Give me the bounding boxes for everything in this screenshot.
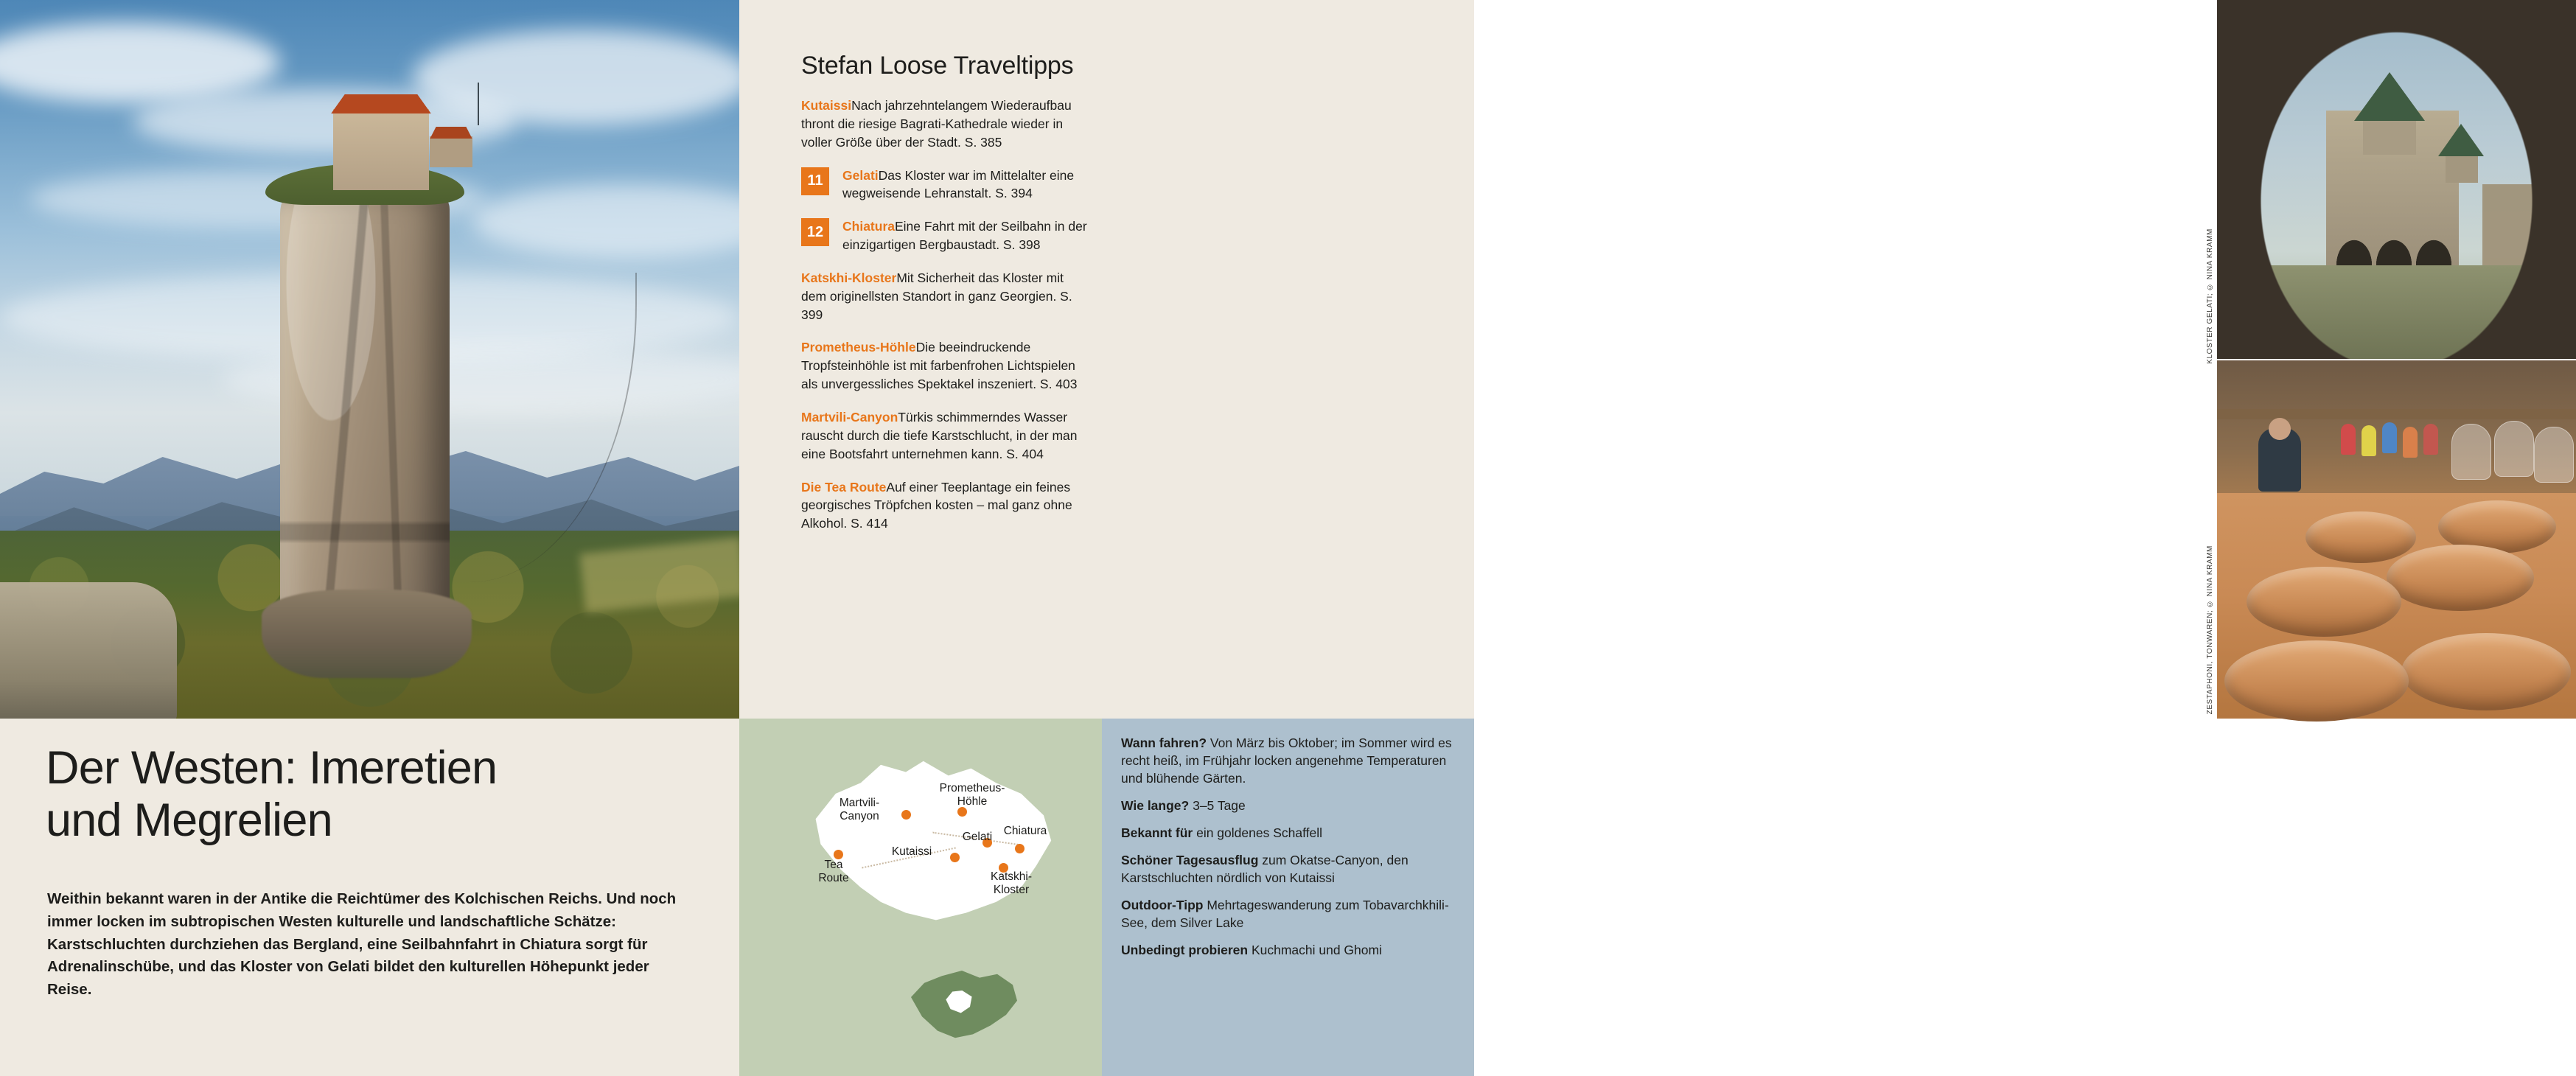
map-label-line-2: Kloster xyxy=(993,883,1030,896)
fact-text: Mehrtageswanderung zum Tobavarchkhili-See, dem Silver Lake xyxy=(1121,897,1449,930)
tip-name: Katskhi-Kloster xyxy=(801,270,897,285)
page-title-line-1: Der Westen: Imeretien xyxy=(46,742,498,794)
map-label-katskhi-kloster xyxy=(971,870,1052,897)
fact-text: zum Okatse-Canyon, den Karstschluchten nördlich von Kutaissi xyxy=(1121,852,1409,885)
fact-item xyxy=(1121,825,1460,842)
tip-name: Gelati xyxy=(842,167,879,183)
clay-pot xyxy=(2401,633,2571,710)
tip-number-badge: 12 xyxy=(801,218,829,246)
tip-text: Auf einer Teeplantage ein feines georgisches Tröpfchen kosten – mal ganz ohne Alkohol. S. 414 xyxy=(801,479,1072,531)
map-dot-chiatura[interactable] xyxy=(1015,844,1025,853)
tip-text: Die beeindruckende Tropfsteinhöhle ist mit farbenfrohen Lichtspielen als unvergessliches Spektakel inszeniert. S. 403 xyxy=(801,340,1078,392)
map-label-line-1: Martvili- xyxy=(839,797,880,809)
fact-label: Wie lange? xyxy=(1121,797,1190,813)
doll xyxy=(2382,422,2397,453)
map-dot-prometheus-hoehle[interactable] xyxy=(957,807,967,817)
cliff xyxy=(0,582,177,722)
fact-label: Bekannt für xyxy=(1121,825,1193,840)
page-title-line-2: und Megrelien xyxy=(46,794,332,846)
map-label-line-1: Gelati xyxy=(962,831,993,843)
map-label-tea-route xyxy=(801,859,866,885)
cloud xyxy=(472,184,781,258)
packaged-goods xyxy=(2494,421,2534,477)
tip-name: Prometheus-Höhle xyxy=(801,340,916,355)
clay-pot xyxy=(2387,545,2534,611)
monastery-outbuilding xyxy=(430,136,472,167)
fact-item xyxy=(1121,897,1460,932)
tip-item xyxy=(801,167,1089,203)
fact-label: Unbedingt probieren xyxy=(1121,942,1249,957)
region-map xyxy=(739,719,1102,1076)
fact-text: 3–5 Tage xyxy=(1189,797,1246,813)
right-photo-column xyxy=(1102,0,2214,719)
photo-gelati-monastery xyxy=(2217,0,2576,359)
fact-label: Schöner Tagesausflug xyxy=(1121,852,1259,867)
map-label-prometheus-hoehle xyxy=(921,782,1024,808)
clay-pot xyxy=(2306,511,2416,563)
foreground-stone-arch xyxy=(2217,0,2576,359)
map-label-line-2: Höhle xyxy=(957,794,988,808)
photo-pottery-market xyxy=(2217,360,2576,719)
tip-item xyxy=(801,408,1089,464)
doll xyxy=(2403,427,2418,458)
map-label-line-1: Prometheus- xyxy=(939,782,1005,794)
tip-name: Die Tea Route xyxy=(801,479,887,495)
tip-text: Eine Fahrt mit der Seilbahn in der einzigartigen Bergbaustadt. S. 398 xyxy=(842,219,1087,253)
vendor-head xyxy=(2269,418,2291,440)
map-label-martvili-canyon xyxy=(819,797,900,823)
traveltipps-title: Stefan Loose Traveltipps xyxy=(801,52,1074,80)
tip-name: Chiatura xyxy=(842,219,895,234)
monastery-church xyxy=(333,109,429,190)
map-dot-kutaissi[interactable] xyxy=(950,853,960,862)
fact-text: Kuchmachi und Ghomi xyxy=(1248,942,1382,957)
packaged-goods xyxy=(2451,424,2491,480)
shelf xyxy=(2217,409,2576,419)
map-label-kutaissi xyxy=(876,845,947,859)
doll xyxy=(2341,424,2356,455)
packaged-goods xyxy=(2534,427,2574,483)
map-label-line-2: Route xyxy=(818,871,849,884)
map-label-line-1: Katskhi- xyxy=(991,870,1032,883)
facts-panel xyxy=(1102,719,1474,1076)
chapter-title-block xyxy=(0,719,739,1076)
map-label-line-1: Tea xyxy=(824,859,843,871)
bottom-row xyxy=(0,719,1474,1076)
map-label-chiatura xyxy=(990,825,1061,838)
fact-text: ein goldenes Schaffell xyxy=(1193,825,1323,840)
tip-name: Kutaissi xyxy=(801,98,852,113)
intro-paragraph: Weithin bekannt waren in der Antike die Reichtümer des Kolchischen Reichs. Und noch immer locken im subtropischen Westen kulturelle und landschaftliche Schätze: Karstschluchten durchziehen das Bergland, eine Seilbahnfahrt in Chiatura sorgt für Adrenalinschübe, und das Kloster von Gelati bildet den kulturellen Höhepunkt jeder Reise. xyxy=(47,890,677,998)
fact-label: Wann fahren? xyxy=(1121,736,1207,750)
fact-item xyxy=(1121,942,1460,960)
map-label-line-1: Chiatura xyxy=(1003,825,1047,837)
fact-item xyxy=(1121,852,1460,887)
gelati-photo-credit: KLOSTER GELATI; © NINA KRAMM xyxy=(2206,228,2214,364)
traveltipps-panel xyxy=(739,0,1102,719)
tip-name: Martvili-Canyon xyxy=(801,409,898,425)
tip-item xyxy=(801,478,1089,534)
hero-photo-katskhi-pillar xyxy=(0,0,739,719)
antenna xyxy=(478,83,479,125)
page-title xyxy=(46,742,694,846)
cloud xyxy=(413,29,752,125)
tip-text: Nach jahrzehntelangem Wiederaufbau thront die riesige Bagrati-Kathedrale wieder in voller Größe über der Stadt. S. 385 xyxy=(801,98,1072,150)
tip-text: Türkis schimmerndes Wasser rauscht durch die tiefe Karstschlucht, in der man eine Bootsfahrt unternehmen kann. S. 404 xyxy=(801,409,1078,461)
pillar-base xyxy=(262,590,472,678)
doll xyxy=(2423,424,2438,455)
tip-item xyxy=(801,269,1089,324)
map-dot-martvili-canyon[interactable] xyxy=(901,810,911,820)
doll xyxy=(2362,425,2376,456)
pottery-photo-credit: ZESTAPHONI, TONWAREN; © NINA KRAMM xyxy=(2206,545,2214,715)
tip-number-badge: 11 xyxy=(801,167,829,195)
map-label-line-2: Canyon xyxy=(840,809,879,822)
tip-item xyxy=(801,97,1089,152)
map-label-line-1: Kutaissi xyxy=(891,845,932,858)
fact-item xyxy=(1121,797,1460,815)
tip-text: Das Kloster war im Mittelalter eine wegweisende Lehranstalt. S. 394 xyxy=(842,167,1075,201)
fact-item xyxy=(1121,735,1460,788)
fact-text: Von März bis Oktober; im Sommer wird es recht heiß, im Frühjahr locken angenehme Temperaturen und blühende Gärten. xyxy=(1121,736,1452,786)
clay-pot xyxy=(2224,640,2409,722)
fact-label: Outdoor-Tipp xyxy=(1121,897,1204,912)
pillar-texture xyxy=(280,192,450,649)
tip-item xyxy=(801,217,1089,254)
tip-text: Mit Sicherheit das Kloster mit dem originellsten Standort in ganz Georgien. S. 399 xyxy=(801,270,1072,322)
clay-pot xyxy=(2247,567,2401,637)
tip-item xyxy=(801,338,1089,394)
